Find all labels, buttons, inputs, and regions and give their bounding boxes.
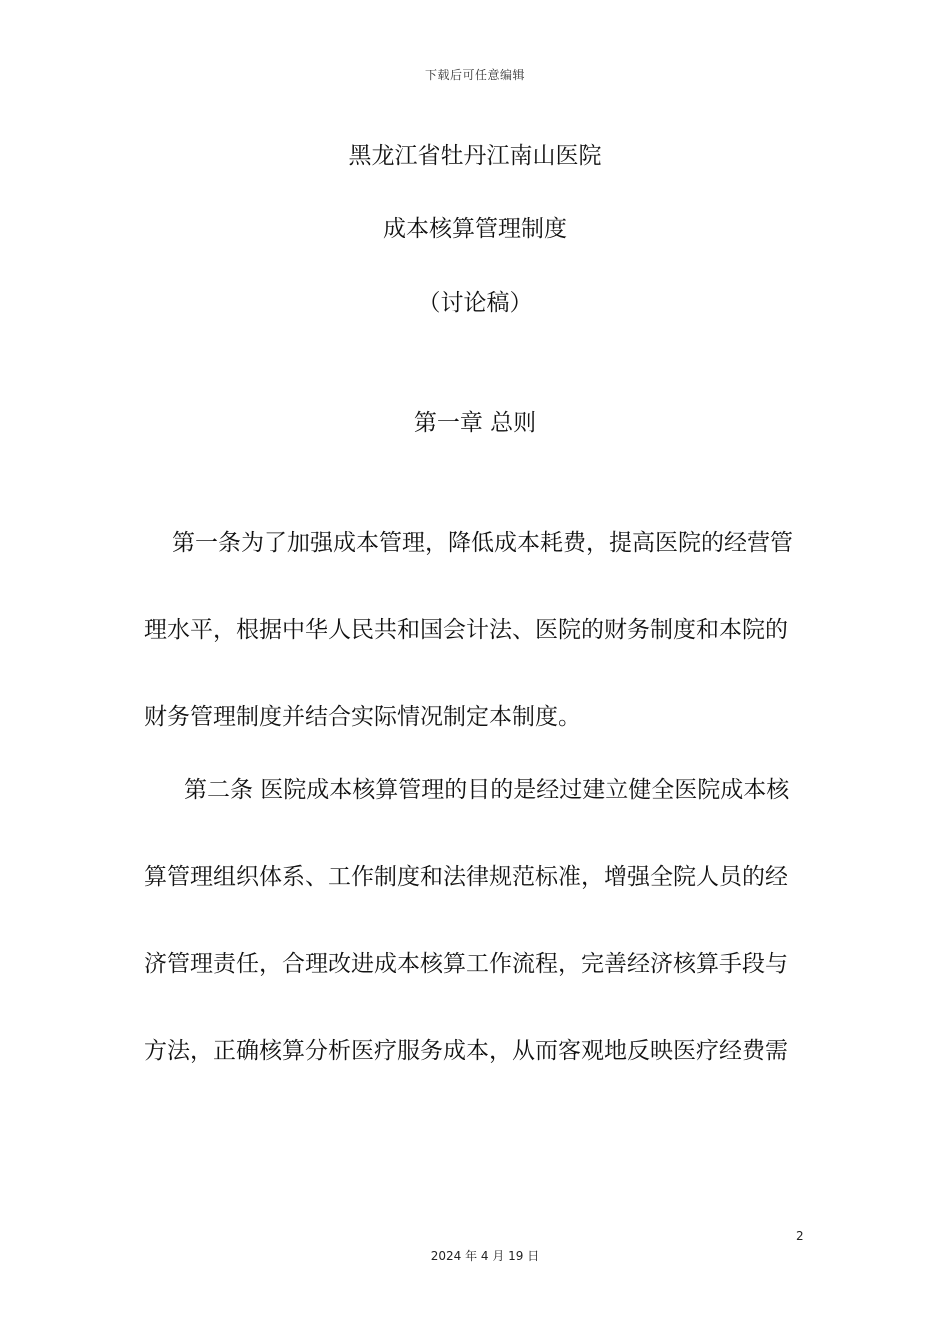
body-line: 财务管理制度并结合实际情况制定本制度。: [144, 704, 581, 730]
document-subtitle: 成本核算管理制度: [383, 216, 567, 242]
document-title: 黑龙江省牡丹江南山医院: [348, 143, 602, 169]
body-line: 算管理组织体系、工作制度和法律规范标准，增强全院人员的经: [144, 864, 788, 890]
body-line: 方法，正确核算分析医疗服务成本，从而客观地反映医疗经费需: [144, 1038, 788, 1064]
draft-label: （讨论稿）: [417, 290, 533, 316]
body-line: 第一条为了加强成本管理，降低成本耗费，提高医院的经营管: [172, 530, 793, 556]
page-number: 2: [796, 1229, 804, 1243]
body-line: 第二条 医院成本核算管理的目的是经过建立健全医院成本核: [184, 777, 790, 803]
page-header: 下载后可任意编辑: [424, 68, 525, 82]
chapter-title: 第一章 总则: [413, 410, 537, 436]
footer-date: 2024 年 4 月 19 日: [430, 1249, 540, 1263]
body-line: 理水平，根据中华人民共和国会计法、医院的财务制度和本院的: [144, 617, 788, 643]
body-line: 济管理责任，合理改进成本核算工作流程，完善经济核算手段与: [144, 951, 788, 977]
